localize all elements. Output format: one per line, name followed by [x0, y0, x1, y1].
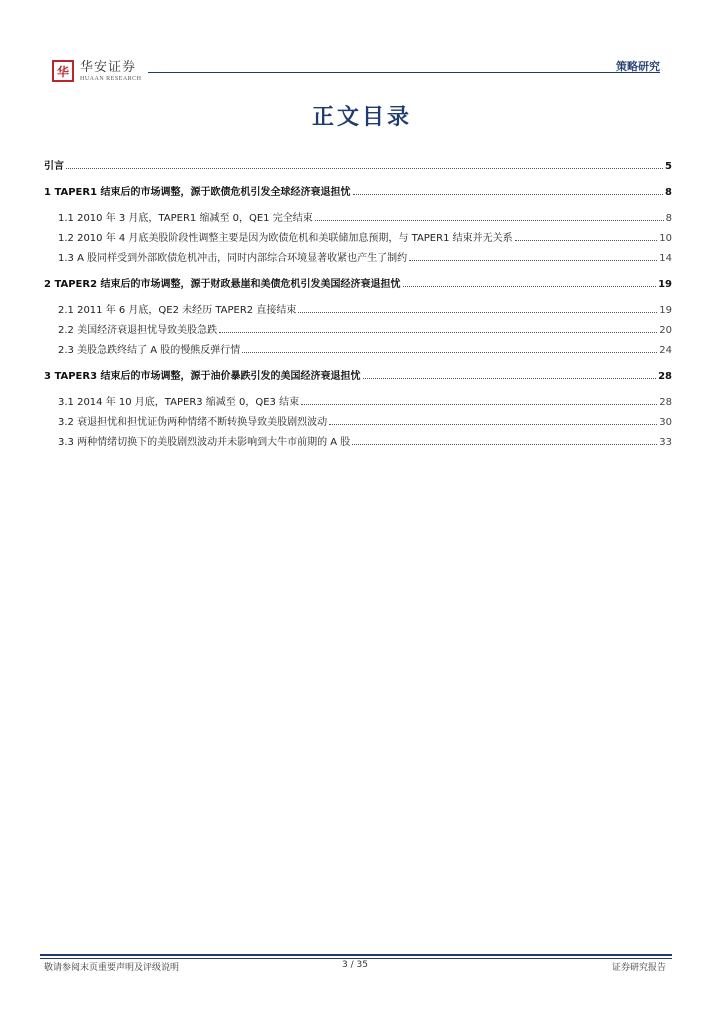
toc-dot-leader [352, 444, 657, 445]
toc-chapter-entry[interactable] [44, 278, 672, 292]
toc-section-entry[interactable] [58, 304, 672, 318]
toc-entry-title: 1.2 2010 年 4 月底美股阶段性调整主要是因为欧债危机和美联储加息预期，与 TAPER1 结束并无关系 [58, 233, 513, 244]
toc-entry-title: 2.2 美国经济衰退担忧导致美股急跌 [58, 325, 218, 336]
toc-section-entry[interactable] [58, 232, 672, 246]
toc-section-entry[interactable] [58, 324, 672, 338]
toc-page-number: 14 [659, 253, 672, 264]
toc-page-number: 28 [658, 371, 672, 382]
toc-chapter-entry[interactable] [44, 186, 672, 200]
toc-page-number: 8 [665, 213, 672, 224]
toc-entry-title: 3 TAPER3 结束后的市场调整，源于油价暴跌引发的美国经济衰退担忧 [44, 371, 361, 382]
toc-chapter-entry[interactable] [44, 160, 672, 174]
footer-divider [40, 954, 672, 956]
toc-page-number: 5 [665, 161, 672, 172]
toc-entry-title: 引言 [44, 161, 64, 172]
toc-dot-leader [298, 312, 657, 313]
toc-dot-leader [66, 168, 663, 169]
toc-entry-title: 1.1 2010 年 3 月底，TAPER1 缩减至 0，QE1 完全结束 [58, 213, 313, 224]
toc-page-number: 19 [658, 279, 672, 290]
toc-entry-title: 1.3 A 股同样受到外部欧债危机冲击，同时内部综合环境显著收紧也产生了制约 [58, 253, 408, 264]
logo-name-en: HUAAN RESEARCH [80, 76, 142, 82]
logo-name-cn: 华安证券 [80, 60, 137, 75]
section-label: 策略研究 [616, 60, 660, 73]
logo-wordmark [80, 60, 142, 83]
toc-page-number: 10 [659, 233, 672, 244]
toc-dot-leader [403, 286, 657, 287]
toc-section-entry[interactable] [58, 416, 672, 430]
page-title: 正文目录 [311, 104, 412, 130]
toc-page-number: 30 [659, 417, 672, 428]
toc-page-number: 33 [659, 437, 672, 448]
toc-page-number: 8 [665, 187, 672, 198]
toc-page-number: 28 [659, 397, 672, 408]
toc-page-number: 24 [659, 345, 672, 356]
footer-doc-type: 证券研究报告 [611, 963, 666, 973]
toc-dot-leader [353, 194, 664, 195]
footer-divider-thin [40, 958, 672, 959]
toc-entry-title: 1 TAPER1 结束后的市场调整，源于欧债危机引发全球经济衰退担忧 [44, 187, 351, 198]
logo-seal-icon: 华 [52, 60, 74, 82]
toc-dot-leader [315, 220, 664, 221]
toc-dot-leader [219, 332, 657, 333]
toc-page-number: 19 [659, 305, 672, 316]
header-divider [148, 72, 660, 73]
page-header [0, 0, 724, 90]
toc-entry-title: 3.1 2014 年 10 月底，TAPER3 缩减至 0，QE3 结束 [58, 397, 300, 408]
toc-page-number: 20 [659, 325, 672, 336]
footer-disclaimer: 敬请参阅末页重要声明及评级说明 [44, 963, 180, 973]
toc-dot-leader [515, 240, 658, 241]
toc-entry-title: 3.3 两种情绪切换下的美股剧烈波动并未影响到大牛市前期的 A 股 [58, 437, 351, 448]
toc-section-entry[interactable] [58, 344, 672, 358]
toc-entry-title: 2.3 美股急跌终结了 A 股的慢熊反弹行情 [58, 345, 241, 356]
toc-section-entry[interactable] [58, 252, 672, 266]
toc-section-entry[interactable] [58, 396, 672, 410]
toc-entry-title: 3.2 衰退担忧和担忧证伪两种情绪不断转换导致美股剧烈波动 [58, 417, 328, 428]
toc-section-entry[interactable] [58, 212, 672, 226]
toc-dot-leader [363, 378, 657, 379]
toc-dot-leader [301, 404, 657, 405]
toc-chapter-entry[interactable] [44, 370, 672, 384]
toc-entry-title: 2.1 2011 年 6 月底，QE2 未经历 TAPER2 直接结束 [58, 305, 297, 316]
toc-dot-leader [409, 260, 657, 261]
toc-entry-title: 2 TAPER2 结束后的市场调整，源于财政悬崖和美债危机引发美国经济衰退担忧 [44, 279, 401, 290]
toc-dot-leader [242, 352, 657, 353]
toc-dot-leader [329, 424, 657, 425]
company-logo [52, 60, 142, 83]
toc-section-entry[interactable] [58, 436, 672, 450]
page-number: 3 / 35 [342, 960, 368, 970]
